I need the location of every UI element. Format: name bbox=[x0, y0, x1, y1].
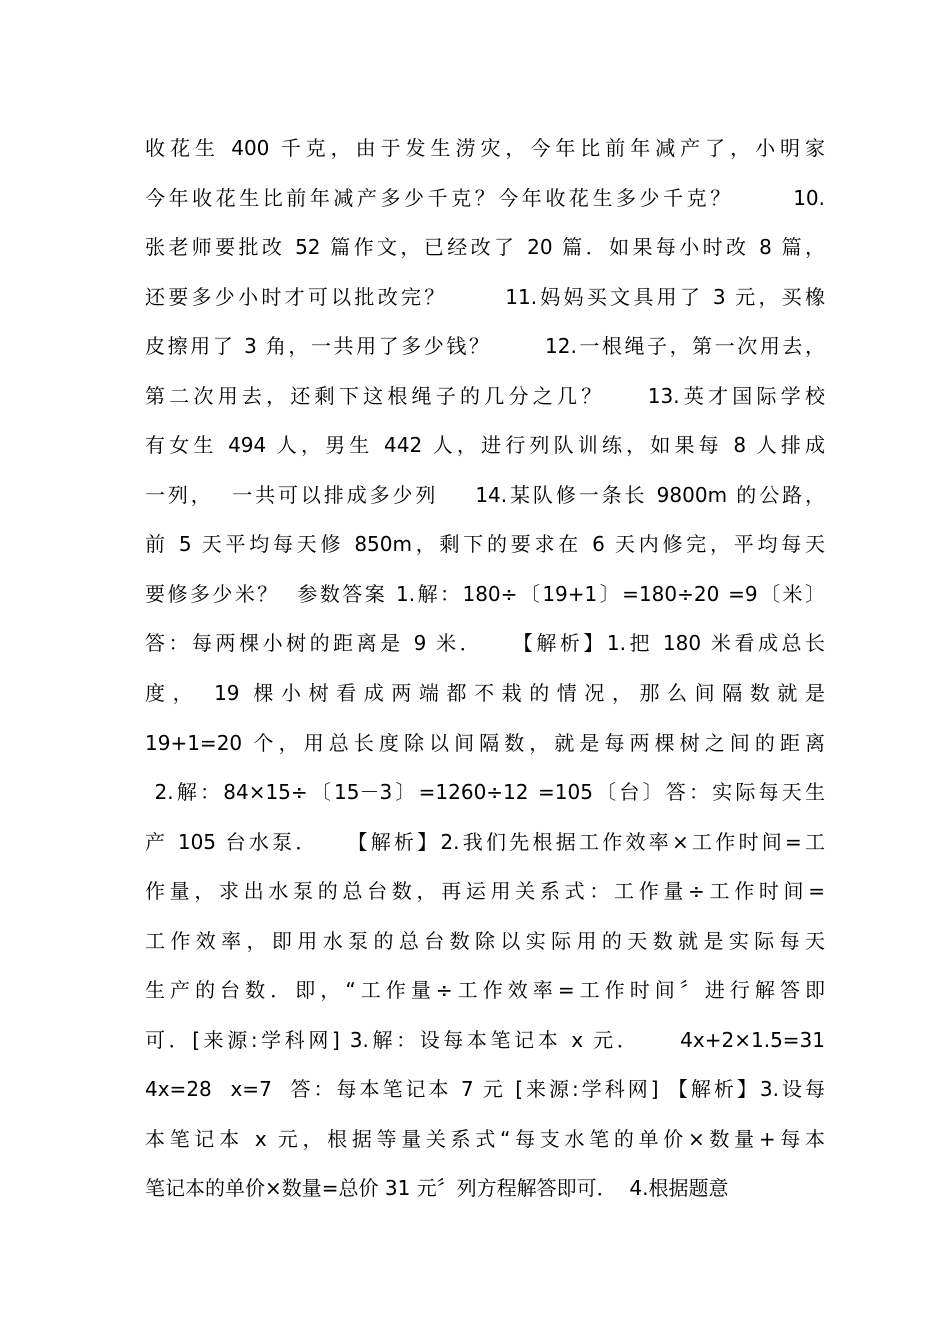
text-line: 工作效率，即用水泵的总台数除以实际用的天数就是实际每天 bbox=[145, 928, 825, 953]
text-line: 可．[来源:学科网] 3.解：设每本笔记本 x 元． 4x+2×1.5=31 bbox=[145, 1027, 825, 1052]
text-line: 4x=28 x=7 答：每本笔记本 7 元 [来源:学科网] 【解析】3.设每 bbox=[145, 1077, 825, 1102]
text-line: 张老师要批改 52 篇作文，已经改了 20 篇．如果每小时改 8 篇， bbox=[145, 235, 825, 260]
text-line: 收花生 400 千克，由于发生涝灾，今年比前年减产了，小明家 bbox=[145, 136, 825, 160]
text-line: 第二次用去，还剩下这根绳子的几分之几？ 13.英才国际学校 bbox=[145, 383, 825, 408]
text-line: 生产的台数．即，“工作量÷工作效率=工作时间〞进行解答即 bbox=[145, 978, 825, 1003]
text-line: 笔记本的单价×数量=总价 31 元〞列方程解答即可． 4.根据题意 bbox=[145, 1176, 729, 1201]
text-line: 2.解：84×15÷〔15－3〕=1260÷12 =105〔台〕答：实际每天生 bbox=[145, 780, 825, 805]
text-line: 还要多少小时才可以批改完？ 11.妈妈买文具用了 3 元，买橡 bbox=[145, 284, 825, 309]
text-line: 度， 19 棵小树看成两端都不栽的情况，那么间隔数就是 bbox=[145, 681, 825, 706]
text-line: 19+1=20 个，用总长度除以间隔数，就是每两棵树之间的距离 bbox=[145, 730, 825, 755]
text-line: 产 105 台水泵． 【解析】2.我们先根据工作效率×工作时间=工 bbox=[145, 829, 825, 854]
text-line: 有女生 494 人，男生 442 人，进行列队训练，如果每 8 人排成 bbox=[145, 433, 825, 458]
body-text bbox=[145, 128, 825, 1218]
text-line: 一列， 一共可以排成多少列 14.某队修一条长 9800m 的公路， bbox=[145, 482, 825, 507]
text-line: 本笔记本 x 元，根据等量关系式“每支水笔的单价×数量+每本 bbox=[145, 1126, 825, 1151]
text-line: 作量，求出水泵的总台数，再运用关系式：工作量÷工作时间= bbox=[145, 879, 825, 904]
text-line: 答：每两棵小树的距离是 9 米． 【解析】1.把 180 米看成总长 bbox=[145, 631, 825, 656]
text-line: 今年收花生比前年减产多少千克？今年收花生多少千克？ 10. bbox=[145, 185, 825, 210]
text-line: 皮擦用了 3 角，一共用了多少钱？ 12.一根绳子，第一次用去， bbox=[145, 334, 825, 359]
text-line: 要修多少米？ 参数答案 1.解：180÷〔19+1〕=180÷20 =9〔米〕 bbox=[145, 581, 825, 606]
text-line: 前 5 天平均每天修 850m，剩下的要求在 6 天内修完，平均每天 bbox=[145, 532, 825, 557]
